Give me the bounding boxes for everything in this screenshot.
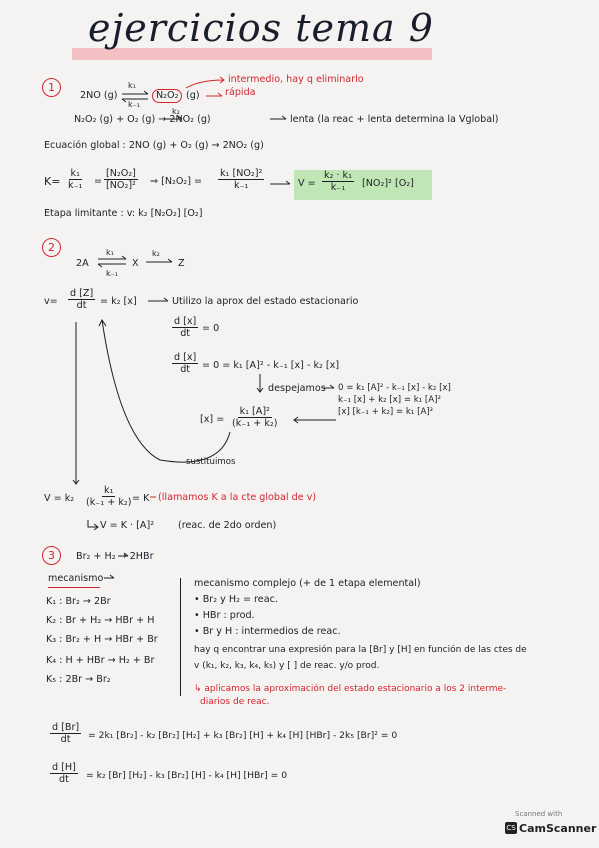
- arrow-steady-state-note: [148, 298, 168, 301]
- page-title: ejercicios tema 9: [88, 6, 434, 50]
- fraction-denominator: k₋₁: [330, 182, 346, 193]
- arrow-mecanismo: [104, 575, 114, 578]
- fraction-denominator: (k₋₁ + k₂): [232, 418, 278, 429]
- note-expression: hay q encontrar una expresión para la [Br] y [H] en función de las ctes de: [194, 645, 527, 655]
- section-number-2: 2: [42, 238, 61, 257]
- fraction-denominator: dt: [180, 328, 191, 339]
- arrow-slow: [270, 116, 286, 119]
- arrow-reaction-2: [164, 116, 182, 119]
- note-intermediates: • Br y H : intermedios de reac.: [194, 626, 341, 637]
- mech2-reactant: 2A: [76, 258, 89, 269]
- rate-km1: k₋₁: [128, 100, 141, 109]
- fraction-numerator: d [H]: [52, 762, 76, 773]
- note-steady-state: Utilizo la aprox del estado estacionario: [172, 296, 359, 307]
- rate-expression-x: = 0 = k₁ [A]² - k₋₁ [x] - k₂ [x]: [202, 360, 340, 371]
- note-despejamos: despejamos: [268, 383, 326, 394]
- arrow-reaction-3: [118, 553, 128, 556]
- mech-step-1: K₁ : Br₂ → 2Br: [46, 596, 111, 607]
- fraction-numerator: k₁ [A]²: [239, 406, 270, 417]
- arrow-to-rate-law: [270, 181, 290, 184]
- fraction-denominator: (k₋₁ + k₂): [86, 497, 132, 508]
- equilibrium-arrow-1-back: [122, 99, 148, 102]
- arrow-fast: [206, 93, 222, 96]
- mech2-z: Z: [178, 258, 185, 269]
- equilibrium-arrow-2-back: [98, 264, 126, 267]
- arrow-algebra: [322, 385, 334, 388]
- fraction-numerator: d [x]: [174, 316, 197, 327]
- equilibrium-arrow-2-forward: [98, 256, 126, 259]
- rate-law-tail: [NO₂]² [O₂]: [362, 178, 414, 189]
- fraction-numerator: d [x]: [174, 352, 197, 363]
- note-reactants: • Br₂ y H₂ = reac.: [194, 594, 278, 605]
- algebra-line-1: 0 = k₁ [A]² - k₋₁ [x] - k₂ [x]: [338, 383, 451, 393]
- equation-dH: = k₂ [Br] [H₂] - k₃ [Br₂] [H] - k₄ [H] [HBr] = 0: [86, 770, 288, 781]
- note-steady-state-1: ↳ aplicamos la aproximación del estado estacionario a los 2 interme-: [194, 684, 507, 694]
- mech-step-5: K₅ : 2Br → Br₂: [46, 674, 111, 685]
- scanned-with-label: Scanned with: [515, 810, 563, 818]
- note-steady-state-2: diarios de reac.: [200, 697, 270, 707]
- fraction-denominator: dt: [58, 774, 69, 785]
- reaction-1-left: 2NO (g): [80, 90, 118, 101]
- reaction-3: Br₂ + H₂ → 2HBr: [76, 551, 154, 562]
- camscanner-badge: [505, 810, 597, 840]
- equals-zero: = 0: [202, 323, 220, 334]
- implies-n2o2: ⇒ [N₂O₂] =: [150, 176, 203, 187]
- fraction-numerator: k₁ [NO₂]²: [220, 168, 263, 179]
- algebra-line-2: k₋₁ [x] + k₂ [x] = k₁ [A]²: [338, 395, 441, 405]
- reaction-1-phase: (g): [186, 90, 200, 101]
- fraction-numerator: d [Br]: [52, 722, 80, 733]
- final-rate-lhs: V = k₂: [44, 493, 75, 504]
- final-rate-law: V = K · [A]²: [100, 520, 155, 531]
- arrow-final-rate: [88, 520, 98, 530]
- note-complex-mechanism: mecanismo complejo (+ de 1 etapa elemental): [194, 578, 421, 589]
- fraction-denominator: dt: [76, 300, 87, 311]
- intermediate-n2o2: N₂O₂: [152, 89, 182, 103]
- final-K: = K: [132, 493, 150, 504]
- mech2-k1: k₁: [106, 248, 114, 257]
- note-product: • HBr : prod.: [194, 610, 255, 621]
- equilibrium-arrow-1-forward: [122, 91, 148, 94]
- arrow-despejamos: [257, 374, 263, 392]
- fraction-numerator: k₂ · k₁: [324, 170, 352, 181]
- fraction-denominator: k₋₁: [233, 180, 249, 191]
- fraction-denominator: [NO₂]²: [106, 180, 136, 191]
- note-fast: rápida: [225, 87, 256, 98]
- camscanner-brand: CamScanner: [519, 822, 597, 835]
- fraction-numerator: k₁: [104, 485, 114, 496]
- arrow-back-to-x: [294, 417, 336, 423]
- mech-step-3: K₃ : Br₂ + H → HBr + Br: [46, 634, 158, 645]
- section-number-1: 1: [42, 78, 61, 97]
- note-global-constant: (llamamos K a la cte global de v): [158, 492, 317, 503]
- rate-k2: k₂: [172, 107, 180, 116]
- mech2-km1: k₋₁: [106, 269, 119, 278]
- x-lhs: [x] =: [200, 414, 225, 425]
- limiting-step: Etapa limitante : v: k₂ [N₂O₂] [O₂]: [44, 208, 203, 219]
- fraction-denominator: dt: [180, 364, 191, 375]
- mecanismo-heading: mecanismo: [48, 573, 104, 584]
- note-intermediate: intermedio, hay q eliminarlo: [228, 74, 364, 85]
- fraction-numerator: d [Z]: [70, 288, 94, 299]
- reaction-2: N₂O₂ (g) + O₂ (g) → 2NO₂ (g): [74, 114, 211, 125]
- v-rhs: = k₂ [x]: [100, 296, 137, 307]
- arrow-substitution: [99, 320, 230, 462]
- note-slow: lenta (la reac + lenta determina la Vglobal): [290, 114, 499, 125]
- equation-dBr: = 2k₁ [Br₂] - k₂ [Br₂] [H₂] + k₃ [Br₂] [H] + k₄ [H] [HBr] - 2k₅ [Br]² = 0: [88, 730, 398, 741]
- fraction-numerator: k₁: [70, 168, 80, 179]
- fraction-numerator: [N₂O₂]: [106, 168, 136, 179]
- rate-k1: k₁: [128, 81, 136, 90]
- equals-sign: =: [94, 176, 103, 187]
- mech2-k2: k₂: [152, 249, 160, 258]
- v-label: v=: [44, 296, 58, 307]
- fraction-denominator: k₋₁: [68, 180, 83, 191]
- V-label: V =: [298, 178, 316, 189]
- arrow-intermediate: [186, 77, 224, 88]
- note-constants: v (k₁, k₂, k₃, k₄, k₅) y [ ] de reac. y/o prod.: [194, 661, 380, 671]
- arrow-x-to-z: [146, 259, 172, 262]
- camscanner-logo-icon: CS: [506, 824, 516, 832]
- K-label: K=: [44, 175, 61, 188]
- mech2-x: X: [132, 258, 139, 269]
- note-reaction-order: (reac. de 2do orden): [178, 520, 277, 531]
- arrow-down-final: [73, 322, 79, 484]
- note-sustituimos: sustituimos: [186, 457, 236, 467]
- fraction-denominator: dt: [60, 734, 71, 745]
- section-number-3: 3: [42, 546, 61, 565]
- mech-step-2: K₂ : Br + H₂ → HBr + H: [46, 615, 155, 626]
- global-equation: Ecuación global : 2NO (g) + O₂ (g) → 2NO₂ (g): [44, 140, 264, 151]
- mech-step-4: K₄ : H + HBr → H₂ + Br: [46, 655, 155, 666]
- algebra-line-3: [x] [k₋₁ + k₂] = k₁ [A]²: [338, 407, 434, 417]
- note-steady-state-1-text: aplicamos la aproximación del estado estacionario a los 2 interme-: [204, 684, 507, 694]
